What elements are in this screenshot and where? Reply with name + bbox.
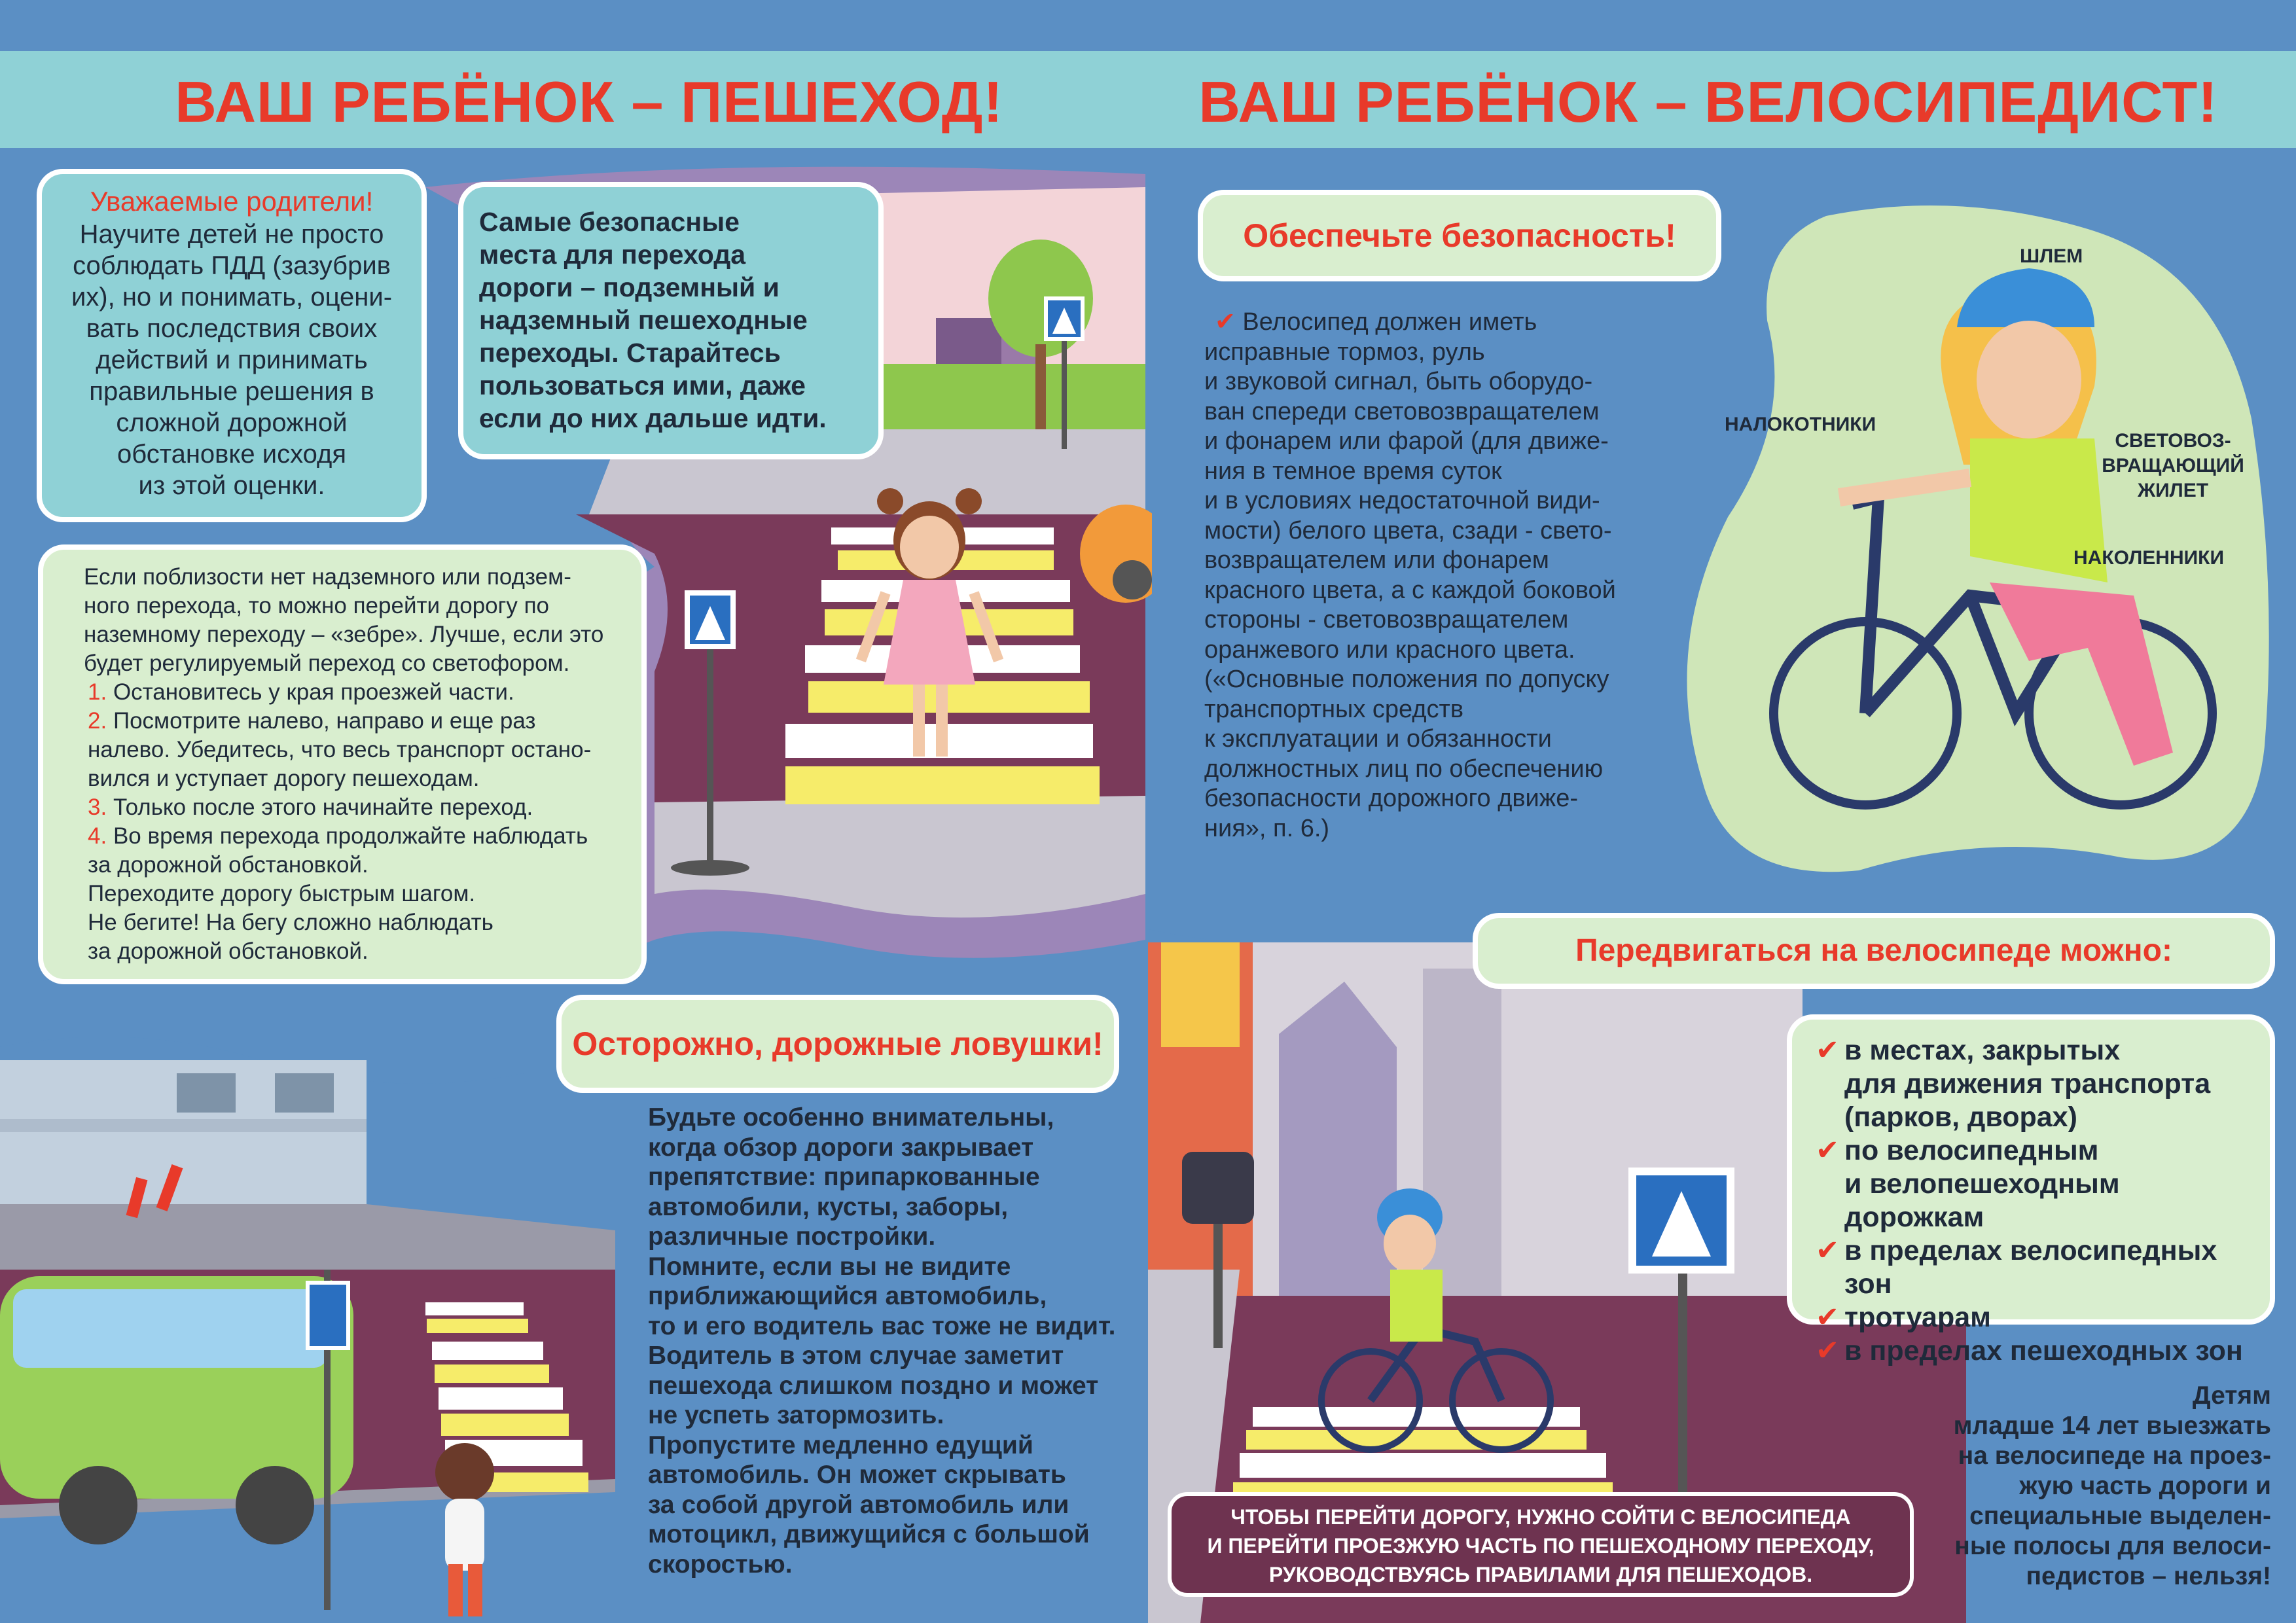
list-item-text: в местах, закрытых для движения транспорта (парков, дворах) xyxy=(1844,1035,2211,1133)
step-number: 3. xyxy=(88,794,107,820)
step-text: Посмотрите налево, направо и еще раз налево. Убедитесь, что весь транспорт остано- вился и уступает дорогу пешеходам. xyxy=(88,708,592,791)
bottom-left-illustration xyxy=(0,1021,615,1623)
left-title: ВАШ РЕБЁНОК – ПЕШЕХОД! xyxy=(175,69,1003,134)
check-icon: ✔ xyxy=(1816,1302,1840,1333)
where-ride-heading-box xyxy=(1473,913,2275,989)
list-item xyxy=(1805,1034,2257,1134)
vest-label: СВЕТОВОЗ- ВРАЩАЮЩИЙ ЖИЛЕТ xyxy=(2102,430,2244,501)
safety-heading-box xyxy=(1198,190,1721,281)
traps-heading-box xyxy=(556,995,1119,1093)
check-icon: ✔ xyxy=(1816,1135,1840,1166)
crossing-outro: Переходите дорогу быстрым шагом. Не бегите! На бегу сложно наблюдать за дорожной обстановкой. xyxy=(88,881,493,964)
safe-places-text: Самые безопасные места для перехода дороги – подземный и надземный пешеходные переходы. Старайтесь пользоваться ими, даже если до них дальше идти. xyxy=(479,207,827,433)
list-item xyxy=(1805,1334,2257,1368)
traps-body: Будьте особенно внимательны, когда обзор дороги закрывает препятствие: припаркованные автомобили, кусты, заборы, различные постройки. Помните, если вы не видите приближающийся автомобиль, то и его водитель вас тоже не видит. Водитель в этом случае заметит пешехода слишком поздно и может не успеть затормозить. Пропустите медленно едущий автомобиль. Он может скрывать за собой другой автомобиль или мотоцикл, движущийся с большой скоростью. xyxy=(648,1103,1116,1578)
list-item-text: тротуарам xyxy=(1844,1302,1991,1333)
safe-places-box xyxy=(458,182,884,459)
traps-heading: Осторожно, дорожные ловушки! xyxy=(572,1026,1103,1062)
cyclist-gear-illustration xyxy=(1662,190,2284,883)
list-item-text: по велосипедным и велопешеходным дорожкам xyxy=(1844,1135,2120,1233)
check-icon: ✔ xyxy=(1816,1035,1840,1066)
safety-text xyxy=(1204,308,1702,844)
list-item xyxy=(1805,1234,2257,1301)
step-text: Только после этого начинайте переход. xyxy=(113,794,533,820)
parents-heading: Уважаемые родители! xyxy=(90,186,374,217)
crossing-step xyxy=(58,678,627,707)
where-ride-heading: Передвигаться на велосипеде можно: xyxy=(1575,933,2172,968)
crossing-step xyxy=(58,793,627,822)
where-ride-list xyxy=(1787,1014,2275,1366)
step-text: Во время перехода продолжайте наблюдать за дорожной обстановкой. xyxy=(88,823,588,878)
list-item xyxy=(1805,1301,2257,1334)
crossing-intro: Если поблизости нет надземного или подзем- ного перехода, то можно перейти дорогу по наземному переходу – «зебре». Лучше, если это будет регулируемый переход со светофором. xyxy=(84,564,604,676)
parents-body: Научите детей не просто соблюдать ПДД (зазубрив их), но и понимать, оцени- вать последствия своих действий и принимать правильные решения в сложной дорожной обстановке исходя из этой оценки. xyxy=(71,220,393,500)
knee-pads-label: НАКОЛЕННИКИ xyxy=(2073,547,2225,569)
children-note: Детям младше 14 лет выезжать на велосипеде на проез- жую часть дороги и специальные выделен- ные полосы для велоси- педистов – нельзя! xyxy=(1953,1382,2271,1590)
step-number: 2. xyxy=(88,708,107,734)
helmet-label: ШЛЕМ xyxy=(2020,245,2083,267)
dismount-note: ЧТОБЫ ПЕРЕЙТИ ДОРОГУ, НУЖНО СОЙТИ С ВЕЛОСИПЕДА И ПЕРЕЙТИ ПРОЕЗЖУЮ ЧАСТЬ ПО ПЕШЕХОДНОМУ ПЕРЕХОДУ, РУКОВОДСТВУЯСЬ ПРАВИЛАМИ ДЛЯ ПЕШЕХОДОВ. xyxy=(1207,1505,1874,1586)
check-icon: ✔ xyxy=(1215,308,1236,336)
crossing-rules-box xyxy=(38,544,647,984)
safety-body: Велосипед должен иметь исправные тормоз, руль и звуковой сигнал, быть оборудо- ван спереди световозвращателем и фонарем или фарой (для движе- ния в темное время суток и в условиях недостаточной види- мости) белого цвета, сзади - свето- возвращателем или фонарем красного цвета, а с каждой боковой стороны - световозвращателем оранжевого или красного цвета. («Основные положения по допуску транспортных средств к эксплуатации и обязанности должностных лиц по обеспечению безопасности дорожного движе- ния», п. 6.) xyxy=(1204,308,1616,842)
parents-box xyxy=(37,169,427,522)
right-title: ВАШ РЕБЁНОК – ВЕЛОСИПЕДИСТ! xyxy=(1198,69,2218,134)
list-item xyxy=(1805,1134,2257,1234)
step-text: Остановитесь у края проезжей части. xyxy=(113,679,514,705)
step-number: 4. xyxy=(88,823,107,849)
crossing-step xyxy=(58,707,627,793)
safety-heading: Обеспечьте безопасность! xyxy=(1243,217,1676,254)
dismount-note-box xyxy=(1168,1492,1914,1597)
check-icon: ✔ xyxy=(1816,1235,1840,1266)
crossing-step xyxy=(58,822,627,880)
step-number: 1. xyxy=(88,679,107,705)
elbow-pads-label: НАЛОКОТНИКИ xyxy=(1725,414,1876,435)
check-icon: ✔ xyxy=(1816,1335,1840,1366)
list-item-text: в пределах велосипедных зон xyxy=(1844,1235,2217,1300)
list-item-text: в пределах пешеходных зон xyxy=(1844,1335,2243,1366)
